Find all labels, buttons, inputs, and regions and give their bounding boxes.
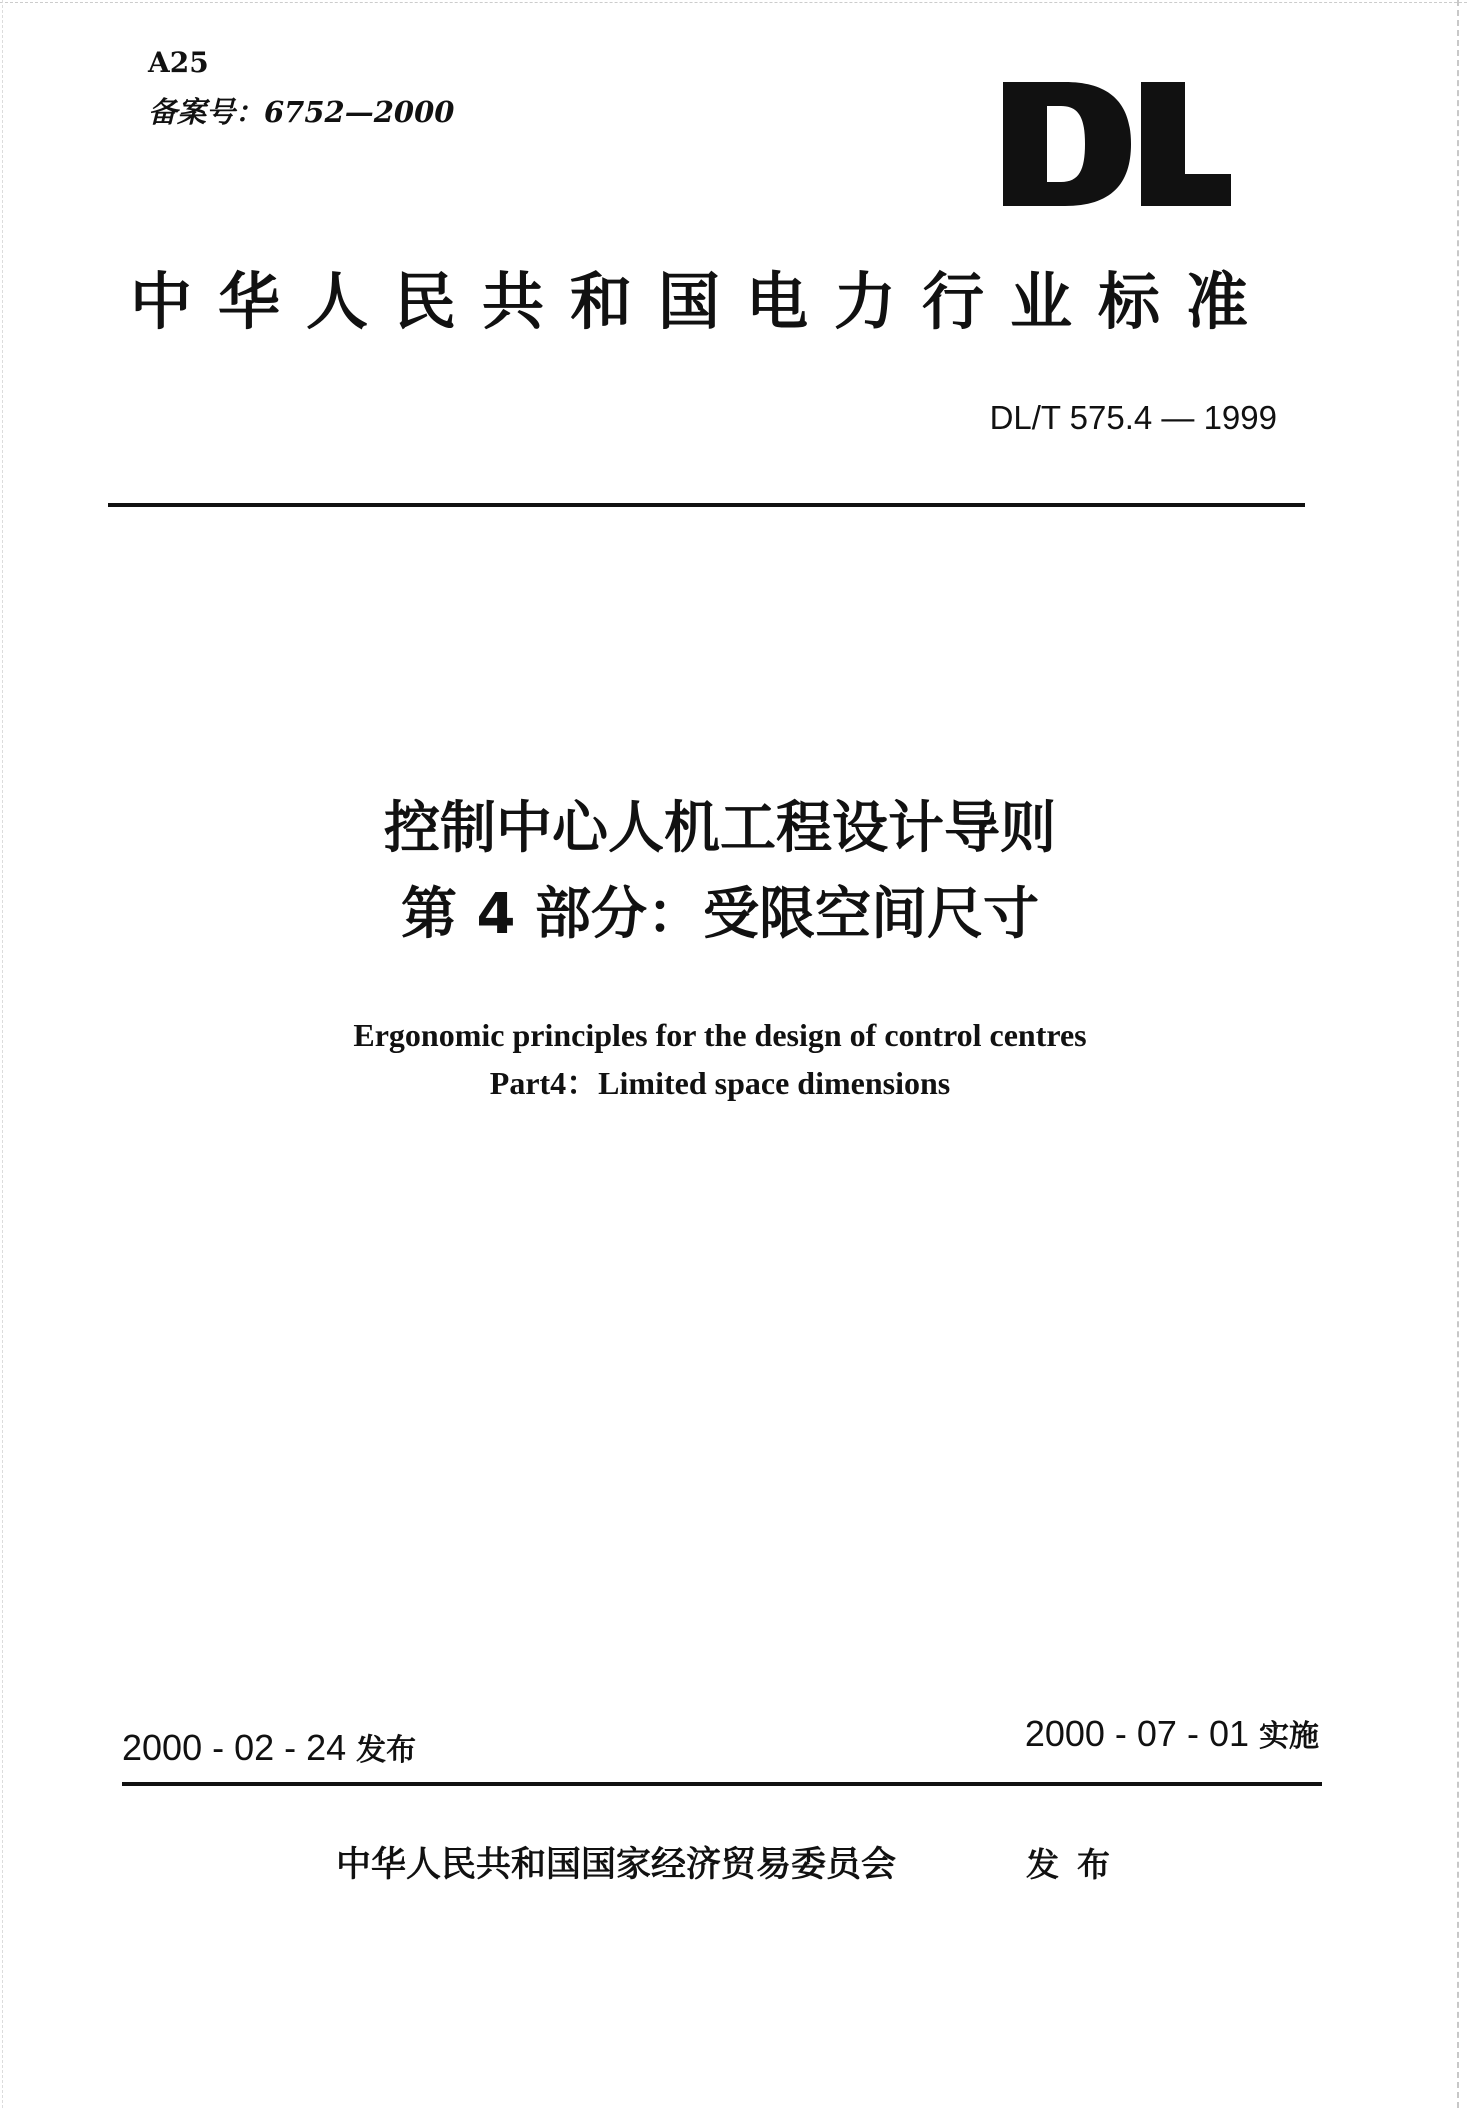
effective-date-value: 2000 - 07 - 01 (1024, 1713, 1249, 1754)
publisher-name: 中华人民共和国国家经济贸易委员会 (336, 1845, 897, 1885)
chinese-title-line-1: 控制中心人机工程设计导则 (384, 796, 1056, 861)
dl-logo (1003, 82, 1231, 206)
scan-edge-right (1455, 0, 1459, 2108)
issue-date-value: 2000 - 02 - 24 (122, 1727, 347, 1768)
bottom-divider (122, 1782, 1322, 1786)
record-number: 备案号：6752—2000 (148, 95, 455, 129)
issue-date (122, 1726, 416, 1773)
standard-category-title: 中华人民共和国电力行业标准 (130, 265, 1275, 338)
dl-logo-d-shape (1003, 82, 1131, 206)
chinese-title-line-2: 第 4 部分：受限空间尺寸 (401, 882, 1039, 947)
top-divider (108, 503, 1305, 507)
english-title-line-2: Part4：Limited space dimensions (489, 1065, 951, 1101)
standard-number: DL/T 575.4 — 1999 (989, 399, 1277, 436)
english-title-line-1: Ergonomic principles for the design of control centres (353, 1017, 1087, 1053)
dl-logo-l-shape (1141, 82, 1231, 206)
scan-edge-top (0, 2, 1467, 4)
effective-date (1025, 1712, 1319, 1759)
issue-date-suffix: 发布 (356, 1733, 417, 1768)
classification-code: A25 (148, 46, 209, 79)
effective-date-suffix: 实施 (1259, 1719, 1319, 1754)
publish-verb: 发布 (1026, 1845, 1128, 1884)
